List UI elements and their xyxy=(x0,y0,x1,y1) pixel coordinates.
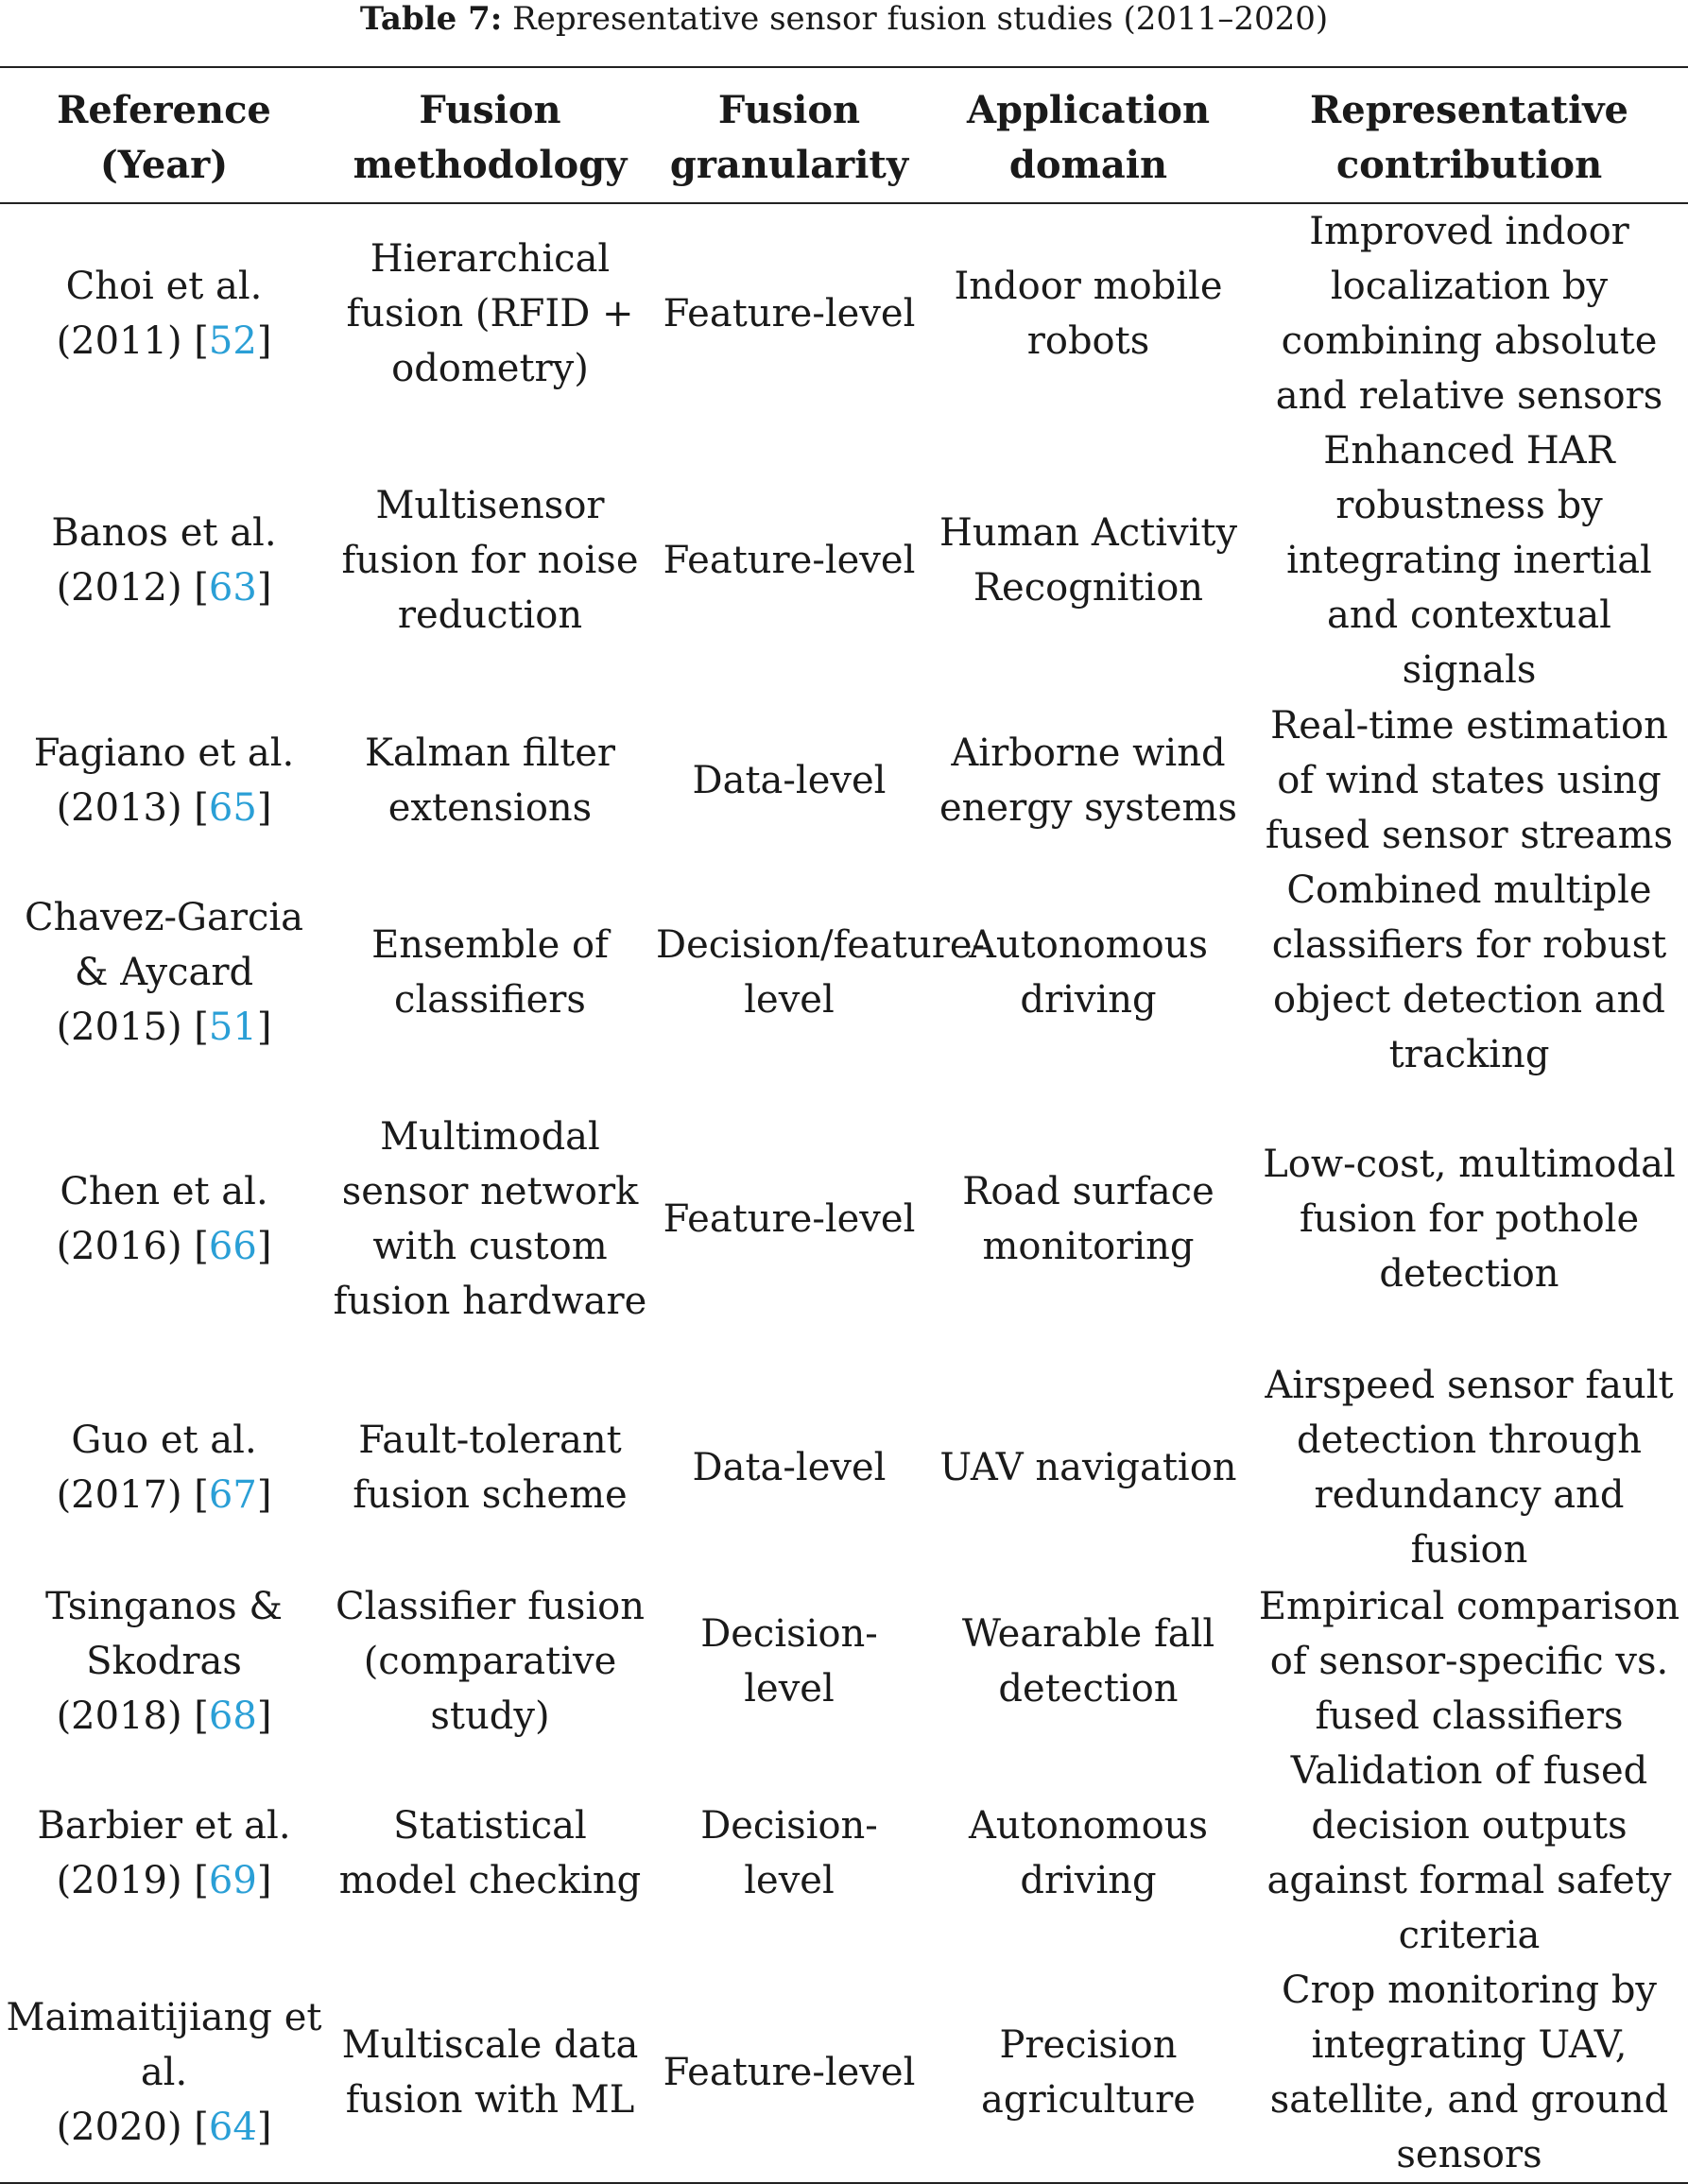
cell-contribution: Validation of fused decision outputs against formal safety criteria xyxy=(1266,1749,1672,1957)
cell-granularity: Feature-level xyxy=(663,539,916,582)
table-row xyxy=(0,423,1688,697)
citation-link[interactable]: 52 xyxy=(208,319,257,363)
citation-link[interactable]: 51 xyxy=(208,1006,257,1049)
cell-methodology: Ensemble of classifiers xyxy=(371,923,609,1022)
cell-methodology: Multimodal sensor network with custom fusion hardware xyxy=(333,1115,647,1323)
cell-methodology: Multisensor fusion for noise reduction xyxy=(341,484,639,637)
table-row xyxy=(0,1082,1688,1356)
cell-granularity: Feature-level xyxy=(663,292,916,335)
table-caption xyxy=(0,0,1688,38)
header-application-domain: Application domain xyxy=(926,67,1250,203)
cell-reference: Banos et al. (2012) [63] xyxy=(51,511,277,610)
cell-domain: Human Activity Recognition xyxy=(939,511,1238,610)
header-reference-year: Reference (Year) xyxy=(0,67,328,203)
cell-methodology: Classifier fusion (comparative study) xyxy=(335,1584,645,1738)
citation-link[interactable]: 69 xyxy=(208,1859,257,1902)
cell-granularity: Data-level xyxy=(692,1445,887,1489)
cell-reference: Guo et al. (2017) [67] xyxy=(56,1418,272,1517)
table-row xyxy=(0,1963,1688,2183)
cell-granularity: Data-level xyxy=(692,758,887,802)
cell-contribution: Enhanced HAR robustness by integrating inertial and contextual signals xyxy=(1286,429,1652,692)
cell-domain: Indoor mobile robots xyxy=(954,265,1223,363)
cell-methodology: Multiscale data fusion with ML xyxy=(328,1963,652,2183)
cell-contribution: Crop monitoring by integrating UAV, satellite, and ground sensors xyxy=(1250,1963,1688,2183)
cell-reference: Choi et al. (2011) [52] xyxy=(56,265,272,363)
cell-domain: Autonomous driving xyxy=(969,923,1208,1022)
table-row xyxy=(0,697,1688,863)
cell-reference: Maimaitijiang et al. (2020) [64] xyxy=(0,1963,328,2183)
cell-contribution: Real-time estimation of wind states using fused sensor streams xyxy=(1265,703,1674,857)
cell-reference: Chen et al. (2016) [66] xyxy=(56,1170,272,1268)
header-row xyxy=(0,67,1688,203)
citation-link[interactable]: 66 xyxy=(208,1225,257,1268)
cell-methodology: Hierarchical fusion (RFID + odometry) xyxy=(346,237,634,390)
cell-granularity: Decision/feature-level xyxy=(656,923,986,1022)
header-representative-contribution: Representative contribution xyxy=(1250,67,1688,203)
cell-reference: Chavez-Garcia & Aycard (2015) [51] xyxy=(24,896,304,1049)
cell-reference: Fagiano et al. (2013) [65] xyxy=(33,731,295,830)
citation-link[interactable]: 63 xyxy=(208,566,257,610)
cell-contribution: Combined multiple classifiers for robust object detection and tracking xyxy=(1271,868,1667,1076)
cell-reference: Barbier et al. (2019) [69] xyxy=(37,1804,291,1902)
cell-granularity: Feature-level xyxy=(652,1963,926,2183)
caption-text: Representative sensor fusion studies (2011–2020) xyxy=(512,0,1329,38)
cell-contribution: Improved indoor localization by combining absolute and relative sensors xyxy=(1275,210,1663,418)
table-row xyxy=(0,1356,1688,1578)
citation-link[interactable]: 68 xyxy=(208,1694,257,1738)
cell-methodology: Fault-tolerant fusion scheme xyxy=(353,1418,628,1517)
citation-link[interactable]: 64 xyxy=(208,2106,257,2149)
table-row xyxy=(0,863,1688,1082)
cell-domain: Precision agriculture xyxy=(926,1963,1250,2183)
table-row xyxy=(0,203,1688,423)
cell-domain: Airborne wind energy systems xyxy=(939,731,1237,830)
cell-granularity: Feature-level xyxy=(663,1197,916,1241)
table-row xyxy=(0,1578,1688,1744)
cell-domain: Wearable fall detection xyxy=(961,1611,1215,1711)
table-row xyxy=(0,1744,1688,1963)
cell-domain: Autonomous driving xyxy=(969,1804,1208,1902)
cell-reference: Tsinganos & Skodras (2018) [68] xyxy=(45,1584,283,1738)
cell-granularity: Decision-level xyxy=(700,1804,878,1902)
sensor-fusion-table xyxy=(0,66,1688,2184)
cell-methodology: Statistical model checking xyxy=(338,1804,642,1902)
cell-domain: UAV navigation xyxy=(939,1445,1237,1489)
header-fusion-granularity: Fusion granularity xyxy=(652,67,926,203)
cell-contribution: Low-cost, multimodal fusion for pothole detection xyxy=(1263,1143,1676,1296)
caption-label: Table 7: xyxy=(359,0,503,38)
cell-domain: Road surface monitoring xyxy=(962,1170,1214,1268)
citation-link[interactable]: 65 xyxy=(208,785,257,830)
cell-granularity: Decision-level xyxy=(700,1611,878,1711)
cell-contribution: Airspeed sensor fault detection through redundancy and fusion xyxy=(1265,1363,1674,1572)
cell-methodology: Kalman filter extensions xyxy=(364,731,616,830)
header-fusion-methodology: Fusion methodology xyxy=(328,67,652,203)
citation-link[interactable]: 67 xyxy=(208,1472,257,1517)
cell-contribution: Empirical comparison of sensor-specific vs. fused classifiers xyxy=(1258,1584,1680,1738)
